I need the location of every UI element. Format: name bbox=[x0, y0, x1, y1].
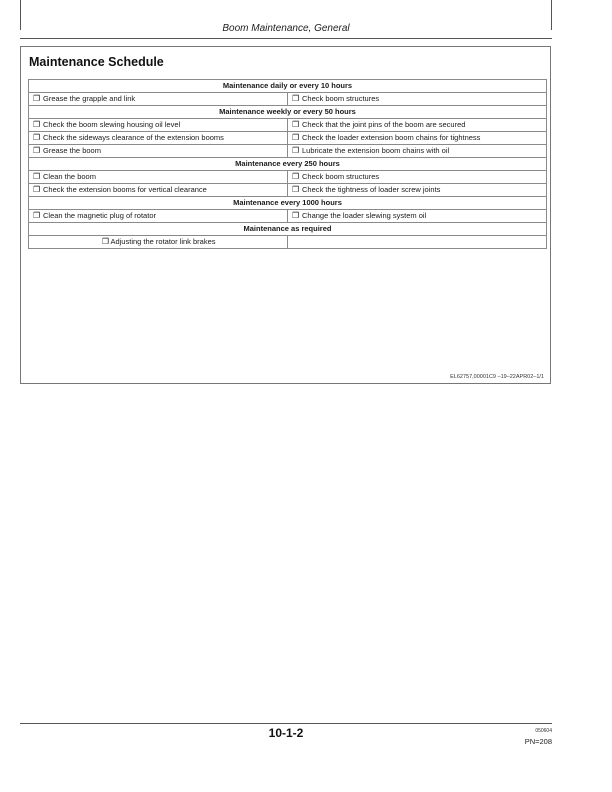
task-cell bbox=[29, 236, 288, 249]
empty-cell bbox=[288, 236, 547, 249]
section-title: Maintenance Schedule bbox=[29, 55, 164, 69]
running-header: Boom Maintenance, General bbox=[222, 23, 350, 34]
task-label: Grease the grapple and link bbox=[43, 94, 136, 103]
task-cell bbox=[288, 210, 547, 223]
page-number: 10-1-2 bbox=[268, 726, 304, 740]
reference-code: EL62757,00001C9 –19–22APR02–1/1 bbox=[450, 374, 544, 380]
schedule-row bbox=[29, 171, 547, 184]
checkbox-icon: ❐ bbox=[292, 94, 300, 103]
task-label: Check the loader extension boom chains for tightness bbox=[302, 133, 481, 142]
schedule-row bbox=[29, 119, 547, 132]
schedule-row bbox=[29, 93, 547, 106]
schedule-row bbox=[29, 210, 547, 223]
task-label: Check that the joint pins of the boom are secured bbox=[302, 120, 466, 129]
task-label: Check boom structures bbox=[302, 172, 380, 181]
checkbox-icon: ❐ bbox=[292, 211, 300, 220]
task-label: Lubricate the extension boom chains with oil bbox=[302, 146, 450, 155]
schedule-heading-row bbox=[29, 80, 547, 93]
task-cell bbox=[288, 145, 547, 158]
task-cell bbox=[29, 119, 288, 132]
checkbox-icon: ❐ bbox=[292, 185, 300, 194]
task-cell bbox=[29, 132, 288, 145]
checkbox-icon: ❐ bbox=[292, 120, 300, 129]
schedule-heading: Maintenance every 1000 hours bbox=[29, 197, 547, 210]
checkbox-icon: ❐ bbox=[33, 94, 41, 103]
checkbox-icon: ❐ bbox=[33, 146, 41, 155]
task-cell bbox=[29, 93, 288, 106]
schedule-heading-row bbox=[29, 106, 547, 119]
checkbox-icon: ❐ bbox=[33, 133, 41, 142]
checkbox-icon: ❐ bbox=[101, 237, 110, 246]
schedule-heading: Maintenance as required bbox=[29, 223, 547, 236]
task-cell bbox=[288, 132, 547, 145]
schedule-heading-row bbox=[29, 197, 547, 210]
checkbox-icon: ❐ bbox=[292, 172, 300, 181]
schedule-heading-row bbox=[29, 158, 547, 171]
header-rule bbox=[20, 38, 552, 39]
task-label: Check the sideways clearance of the extension booms bbox=[43, 133, 224, 142]
task-cell bbox=[288, 119, 547, 132]
task-cell bbox=[29, 145, 288, 158]
schedule-heading: Maintenance every 250 hours bbox=[29, 158, 547, 171]
checkbox-icon: ❐ bbox=[33, 185, 41, 194]
task-label: Check the extension booms for vertical clearance bbox=[43, 185, 207, 194]
task-label: Adjusting the rotator link brakes bbox=[110, 237, 216, 246]
schedule-heading-row bbox=[29, 223, 547, 236]
schedule-row bbox=[29, 184, 547, 197]
task-label: Clean the boom bbox=[43, 172, 96, 181]
schedule-heading: Maintenance daily or every 10 hours bbox=[29, 80, 547, 93]
task-label: Check the boom slewing housing oil level bbox=[43, 120, 181, 129]
schedule-row bbox=[29, 236, 547, 249]
task-cell bbox=[29, 171, 288, 184]
task-label: Check the tightness of loader screw joints bbox=[302, 185, 441, 194]
checkbox-icon: ❐ bbox=[292, 133, 300, 142]
schedule-row bbox=[29, 132, 547, 145]
task-label: Clean the magnetic plug of rotator bbox=[43, 211, 156, 220]
task-cell bbox=[288, 93, 547, 106]
checkbox-icon: ❐ bbox=[33, 211, 41, 220]
pn-code: PN=208 bbox=[524, 737, 552, 746]
date-code: 050604 bbox=[535, 728, 552, 734]
task-cell bbox=[29, 184, 288, 197]
task-label: Check boom structures bbox=[302, 94, 380, 103]
footer-rule bbox=[20, 723, 552, 724]
task-cell bbox=[29, 210, 288, 223]
checkbox-icon: ❐ bbox=[33, 120, 41, 129]
task-label: Change the loader slewing system oil bbox=[302, 211, 427, 220]
maintenance-schedule-section bbox=[20, 46, 551, 384]
checkbox-icon: ❐ bbox=[33, 172, 41, 181]
maintenance-schedule-table bbox=[28, 79, 547, 249]
checkbox-icon: ❐ bbox=[292, 146, 300, 155]
task-cell bbox=[288, 184, 547, 197]
schedule-heading: Maintenance weekly or every 50 hours bbox=[29, 106, 547, 119]
schedule-row bbox=[29, 145, 547, 158]
task-cell bbox=[288, 171, 547, 184]
task-label: Grease the boom bbox=[43, 146, 101, 155]
